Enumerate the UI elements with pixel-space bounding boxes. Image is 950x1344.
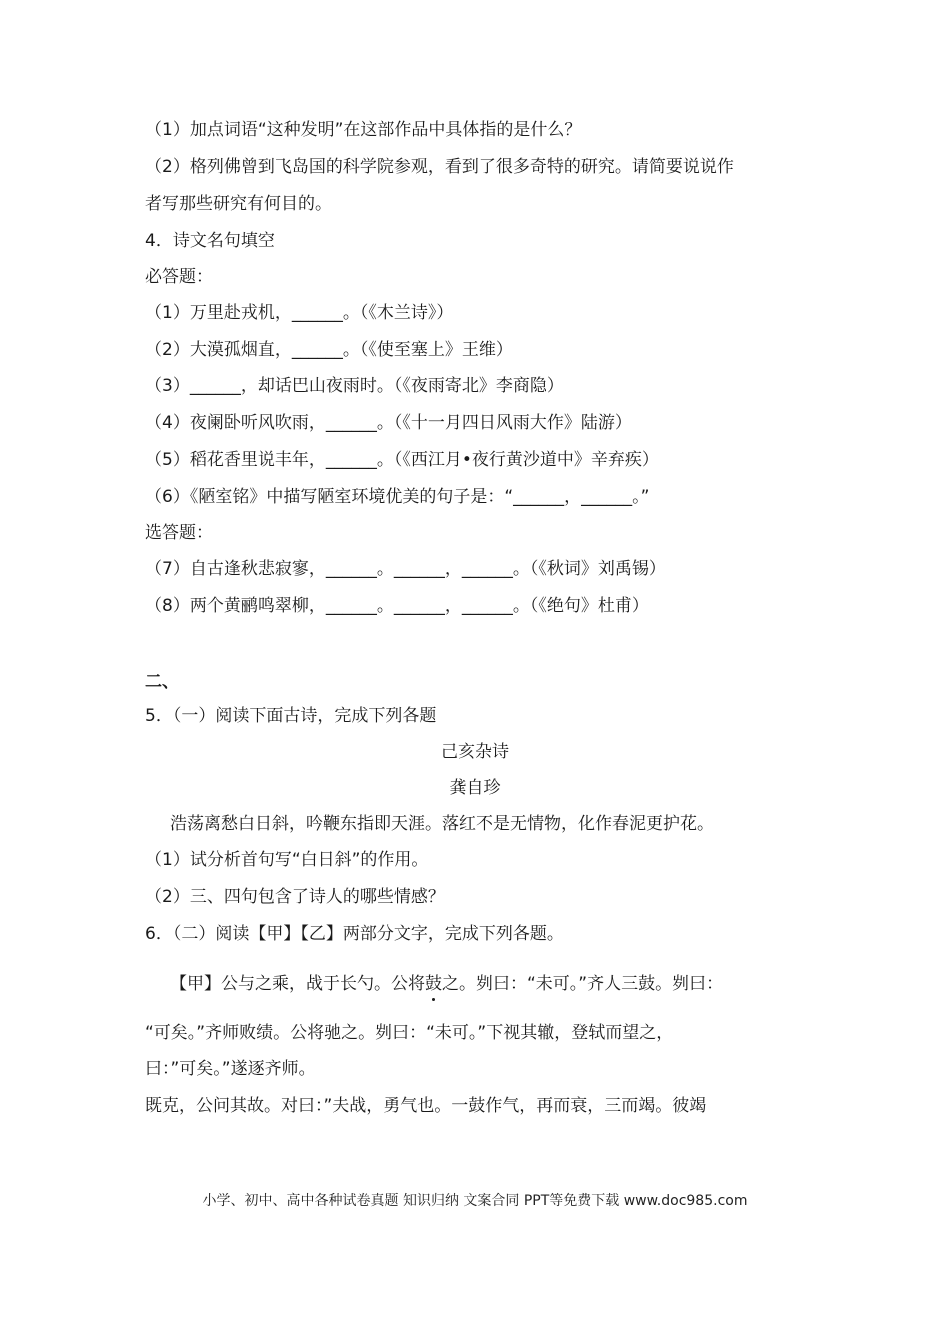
q6-jia-line1 [170,972,870,996]
q5-sub2: （2）三、四句包含了诗人的哪些情感？ [145,887,445,907]
emphasized-word: 鼓 [425,974,442,994]
poem-author: 龚自珍 [449,778,501,798]
poem-title: 己亥杂诗 [441,742,509,762]
q4-item-3: （3）______，却话巴山夜雨时。（《夜雨寄北》李商隐） [145,376,564,396]
page-footer: 小学、初中、高中各种试卷真题 知识归纳 文案合同 PPT等免费下载 www.doc985.com [202,1193,748,1209]
q4-item-6: （6）《陋室铭》中描写陋室环境优美的句子是：“______，______。” [145,487,650,507]
q5-title: 5．（一）阅读下面古诗，完成下列各题 [145,706,437,726]
q4-item-5: （5）稻花香里说丰年，______。（《西江月•夜行黄沙道中》辛弃疾） [145,450,659,470]
q6-jia-line4: 既克，公问其故。对曰：”夫战，勇气也。一鼓作气，再而衰，三而竭。彼竭 [145,1096,707,1116]
q6-jia-line1-end: 之。刿曰：“未可。”齐人三鼓。刿曰： [442,974,724,994]
section-heading: 二、 [145,672,179,692]
q4-optional-item-8: （8）两个黄鹂鸣翠柳，______。______，______。（《绝句》杜甫） [145,596,649,616]
q3-sub1: （1）加点词语“这种发明”在这部作品中具体指的是什么？ [145,120,582,140]
q6-jia-line3: 曰：”可矣。”遂逐齐师。 [145,1059,316,1079]
poem-text: 浩荡离愁白日斜，吟鞭东指即天涯。落红不是无情物，化作春泥更护花。 [170,814,714,834]
q4-item-4: （4）夜阑卧听风吹雨，______。（《十一月四日风雨大作》陆游） [145,413,632,433]
q6-jia-line1-start: 【甲】公与之乘，战于长勺。公将 [170,974,425,994]
q4-required-label: 必答题： [145,267,213,287]
q3-sub2-line2: 者写那些研究有何目的。 [145,194,332,214]
q6-jia-line2: “可矣。”齐师败绩。公将驰之。刿曰：“未可。”下视其辙，登轼而望之， [145,1023,674,1043]
q5-sub1: （1）试分析首句写“白日斜”的作用。 [145,850,429,870]
q4-optional-label: 选答题： [145,523,213,543]
q4-item-2: （2）大漠孤烟直，______。（《使至塞上》王维） [145,340,513,360]
q6-title: 6．（二）阅读【甲】【乙】两部分文字，完成下列各题。 [145,924,564,944]
q4-item-1: （1）万里赴戎机，______。（《木兰诗》） [145,303,454,323]
q3-sub2-line1: （2）格列佛曾到飞岛国的科学院参观，看到了很多奇特的研究。请简要说说作 [145,157,734,177]
q4-optional-item-7: （7）自古逢秋悲寂寥，______。______，______。（《秋词》刘禹锡） [145,559,666,579]
q4-title: 4．诗文名句填空 [145,231,275,251]
